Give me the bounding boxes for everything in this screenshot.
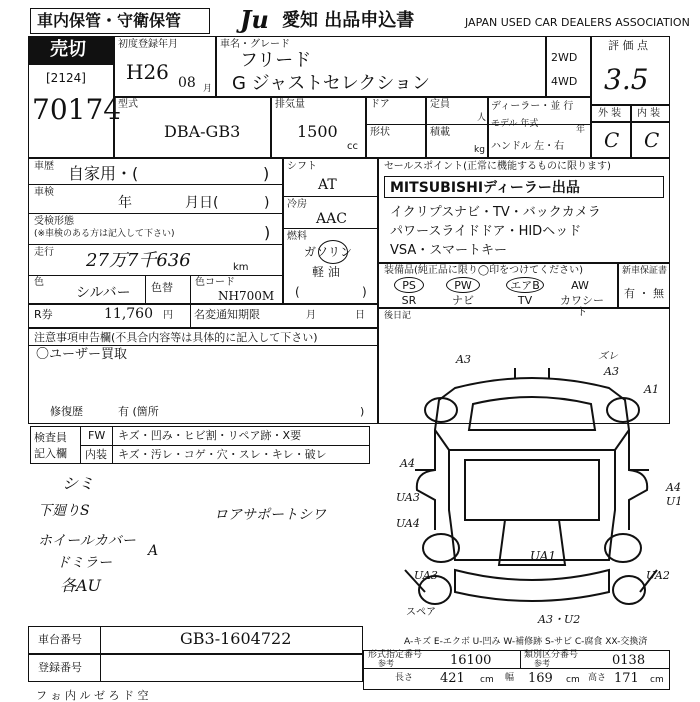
displacement-unit: cc	[347, 141, 358, 152]
association-name: JAPAN USED CAR DEALERS ASSOCIATION	[465, 16, 690, 29]
mark-ua3-bottom: UA3	[414, 569, 438, 582]
shift-label: シフト	[287, 161, 317, 172]
mark-ua3-left: UA3	[396, 491, 420, 504]
note-mirror: ドミラー	[56, 555, 112, 571]
registration-label: 初度登録年月	[118, 39, 178, 50]
mileage-label: 走行	[34, 247, 54, 258]
equip-pw: PW	[454, 279, 472, 292]
equip-ps: PS	[402, 279, 416, 292]
height-label: 高さ	[588, 673, 607, 683]
fuel-label: 燃料	[287, 231, 307, 242]
width-value: 169	[528, 671, 553, 686]
color-code-label: 色コード	[195, 277, 235, 288]
model-name: フリード	[240, 50, 312, 71]
repair-history-close: )	[360, 405, 365, 418]
footer-cutoff-row: フ ぉ 内 ル ゼ ろ ド 空	[36, 689, 149, 702]
model-year-unit: 年	[576, 125, 586, 135]
chassis-value: GB3-1604722	[180, 629, 292, 648]
capacity-unit: 人	[477, 113, 487, 123]
mileage-value: 27万7千636	[86, 250, 191, 271]
inspection-close: )	[264, 223, 271, 242]
selling-point-4: VSA・スマートキー	[390, 243, 508, 258]
drive-4wd: 4WD	[551, 75, 578, 88]
mark-ua1: UA1	[530, 549, 557, 563]
fw-label: FW	[88, 429, 106, 442]
note-undercarriage: 下廻りS	[38, 503, 90, 519]
dealer-label: ディーラー・並 行	[491, 101, 574, 112]
handle-label: ハンドル 左・右	[491, 141, 565, 152]
inspector-label-2: 記入欄	[34, 447, 67, 460]
history-value: 自家用・(	[68, 164, 139, 183]
interior-grade: C	[644, 128, 660, 152]
model-year-label: モデル 年式	[491, 119, 539, 129]
lot-number: 70174	[32, 93, 122, 126]
deadline-day: 日	[355, 310, 365, 321]
notes-line-1: 〇ユーザー買取	[36, 347, 128, 362]
mark-spare: スペア	[406, 607, 436, 618]
repair-history-label: 修復歴	[50, 405, 83, 418]
fuel-diesel: 軽 油	[312, 265, 340, 279]
mark-a4-right: A4	[666, 481, 681, 494]
fuel-paren-open: (	[295, 285, 300, 299]
mark-u1-right: U1	[666, 495, 683, 508]
ju-logo: Ju	[240, 5, 269, 34]
reg-number-label: 登録番号	[38, 661, 82, 674]
length-value: 421	[440, 671, 465, 686]
mark-a1: A1	[644, 383, 659, 396]
inspector-label-1: 検査員	[34, 431, 67, 444]
fuel-gasoline: ガソリン	[304, 245, 353, 259]
mark-dare: ズレ	[598, 351, 618, 362]
load-unit: kg	[474, 145, 485, 155]
registration-month-unit: 月	[203, 84, 213, 94]
tax-unit: 円	[163, 310, 173, 321]
inspection-label: 受検形態	[34, 216, 74, 227]
color-code-value: NH700M	[218, 289, 275, 303]
form-number-ref: 参考	[378, 659, 394, 668]
mark-a3-u2: A3・U2	[538, 613, 581, 626]
deadline-label: 名変通知期限	[194, 308, 260, 321]
width-label: 幅	[505, 673, 515, 683]
code-number: [2124]	[46, 71, 86, 85]
equip-navi: ナビ	[452, 294, 474, 307]
type-label: 型式	[118, 99, 138, 110]
right-note-label: 後日記	[384, 311, 412, 321]
displacement-value: 1500	[297, 122, 338, 141]
category-number-label: 類別区分番号	[524, 650, 579, 660]
color-label: 色	[34, 277, 44, 288]
warranty-value: 有 ・ 無	[624, 287, 664, 300]
selling-point-1: MITSUBISHIディーラー出品	[390, 180, 580, 196]
equip-leather: カワシート	[560, 294, 604, 318]
equipment-label: 装備品(純正品に限り◯印をつけてください)	[384, 265, 583, 276]
mark-ua4-left: UA4	[396, 517, 420, 530]
length-unit: cm	[480, 675, 494, 685]
tax-value: 11,760	[104, 306, 153, 322]
score-value: 3.5	[604, 63, 649, 96]
storage-title: 車内保管・守衛保管	[37, 11, 182, 30]
category-number-value: 0138	[612, 653, 646, 668]
form-number-value: 16100	[450, 653, 492, 668]
interior-label: 内 装	[637, 108, 661, 119]
selling-points-label: セールスポイント(正常に機能するものに限ります)	[384, 161, 611, 172]
equip-aw: AW	[571, 279, 589, 292]
height-value: 171	[614, 671, 639, 686]
mileage-unit: km	[233, 262, 249, 273]
ac-value: AAC	[316, 211, 347, 227]
registration-month: 08	[178, 75, 196, 91]
equip-airbag: エアB	[510, 279, 540, 292]
form-number-label: 形式指定番号	[368, 650, 423, 660]
history-close: )	[263, 164, 270, 183]
mark-a4-left: A4	[400, 457, 415, 470]
note-lower-support: ロアサポートシワ	[214, 507, 326, 523]
note-each-au: 各AU	[60, 576, 102, 595]
capacity-label: 定員	[430, 99, 450, 110]
load-label: 積載	[430, 127, 450, 138]
interior-row-label: 内装	[85, 448, 107, 461]
deadline-month: 月	[306, 310, 316, 321]
repair-history-value: 有 (箇所	[118, 405, 159, 418]
interior-items: キズ・汚レ・コゲ・穴・スレ・キレ・破レ	[118, 448, 327, 461]
exterior-label: 外 装	[598, 108, 622, 119]
mark-a3-top-left: A3	[456, 353, 471, 366]
color-value: シルバー	[76, 285, 131, 301]
model-label: 車名・グレード	[220, 39, 290, 50]
mark-a3-top-right: A3	[604, 365, 619, 378]
category-number-ref: 参考	[534, 659, 550, 668]
chassis-label: 車台番号	[38, 633, 82, 646]
import-year: 年	[118, 195, 132, 211]
equip-tv: TV	[517, 294, 533, 307]
equip-sr: SR	[401, 294, 417, 307]
displacement-label: 排気量	[275, 99, 305, 110]
inspection-note: (※車検のある方は記入して下さい)	[34, 229, 175, 239]
selling-point-2: イクリプスナビ・TV・バックカメラ	[390, 205, 601, 220]
selling-point-3: パワースライドドア・HIDヘッド	[390, 224, 582, 239]
sold-label: 売切	[50, 39, 86, 60]
note-wheel-cover-a: A	[148, 543, 159, 559]
note-stain: シミ	[62, 474, 95, 493]
import-close: )	[264, 195, 270, 211]
registration-year: H26	[126, 60, 169, 84]
fuel-circle	[318, 240, 348, 264]
score-label: 評 価 点	[608, 39, 648, 52]
shape-label: 形状	[370, 127, 390, 138]
form-title: 愛知 出品申込書	[282, 10, 415, 31]
height-unit: cm	[650, 675, 664, 685]
door-label: ドア	[370, 99, 390, 110]
fuel-paren-close: )	[362, 285, 367, 299]
type-value: DBA-GB3	[164, 122, 241, 141]
import-date: 月日(	[185, 195, 219, 211]
shift-value: AT	[318, 177, 337, 193]
drive-2wd: 2WD	[551, 51, 578, 64]
mark-ua2: UA2	[646, 569, 670, 582]
length-label: 長さ	[395, 673, 414, 683]
color-change-label: 色替	[151, 281, 173, 294]
notes-label: 注意事項申告欄(不具合内容等は具体的に記入して下さい)	[34, 331, 318, 344]
fw-items: キズ・凹み・ヒビ割・リペア跡・X要	[118, 429, 302, 442]
damage-legend: A-キズ E-エクボ U-凹み W-補修跡 S-サビ C-腐食 XX-交換済	[404, 637, 648, 647]
exterior-grade: C	[604, 128, 620, 152]
model-grade: G ジャストセレクション	[232, 73, 431, 94]
note-wheel-cover: ホイールカバー	[38, 533, 136, 549]
width-unit: cm	[566, 675, 580, 685]
history-label: 車歴	[34, 161, 54, 172]
warranty-label: 新車保証書	[622, 266, 668, 276]
tax-label: R券	[34, 308, 53, 321]
ac-label: 冷房	[287, 199, 307, 210]
import-label: 車検	[34, 187, 54, 198]
